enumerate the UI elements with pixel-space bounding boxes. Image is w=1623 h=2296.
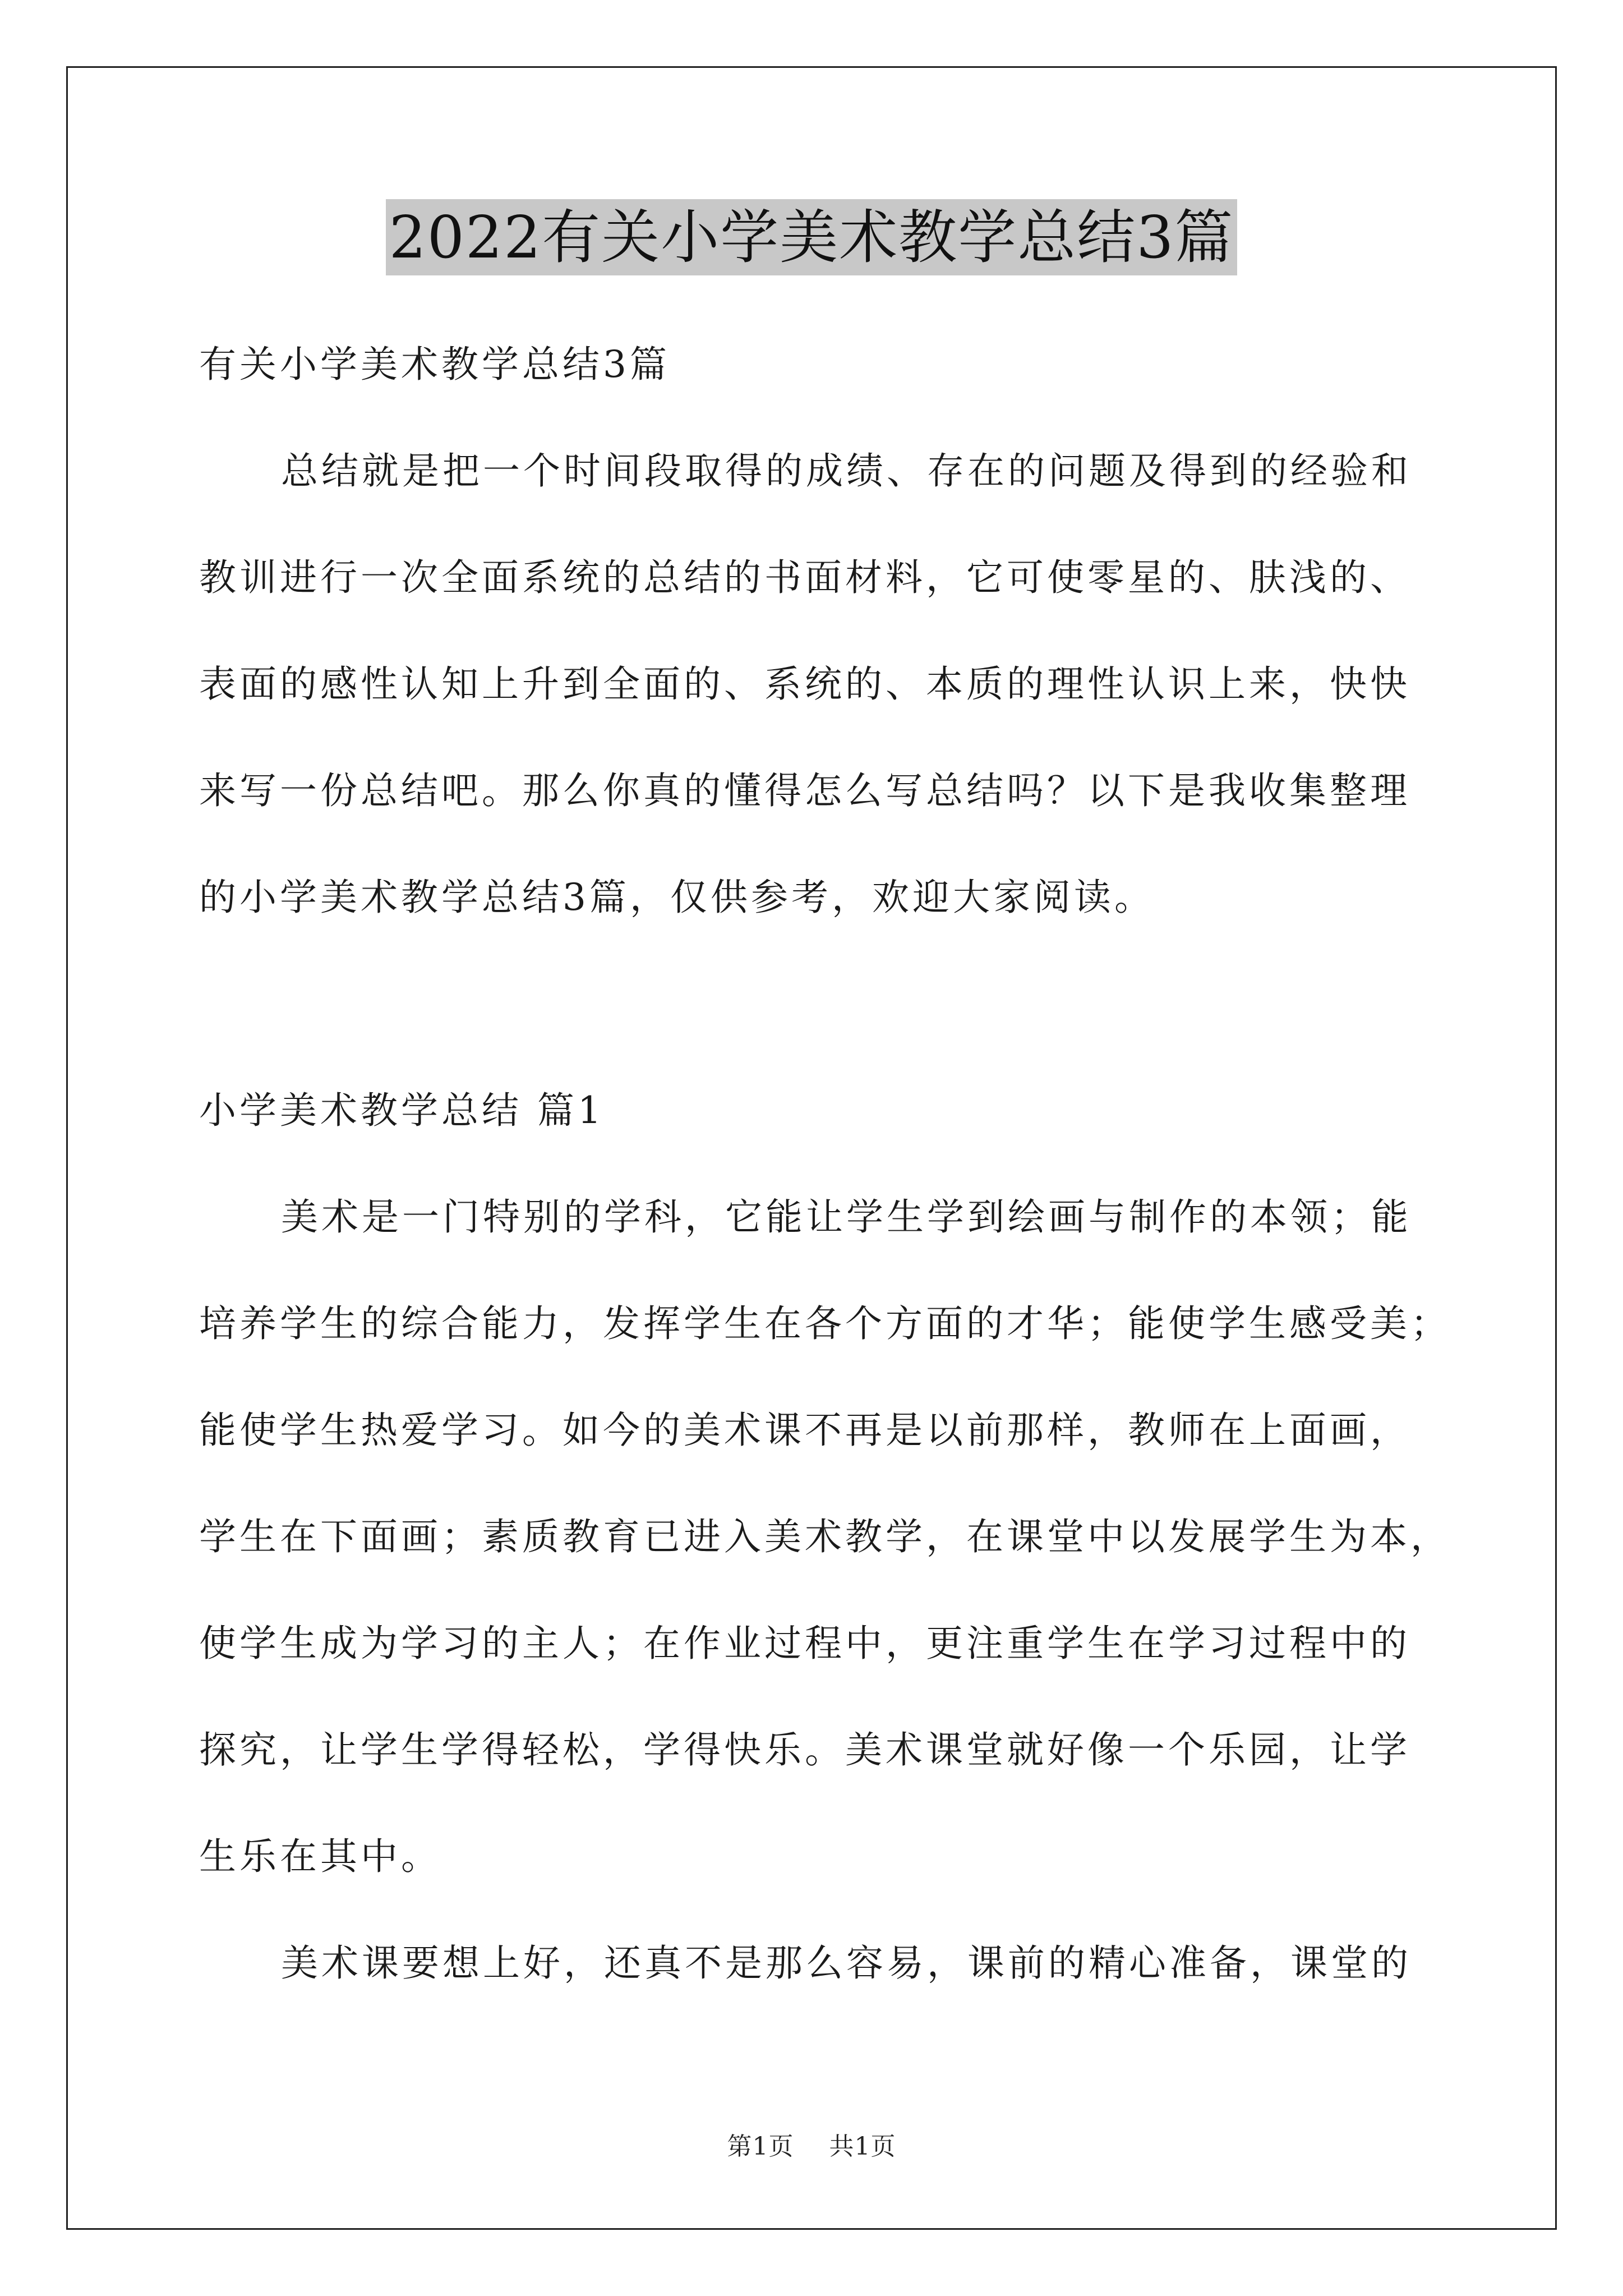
paragraph-line: 使学生成为学习的主人；在作业过程中，更注重学生在学习过程中的 [199, 1622, 1410, 1665]
document-title: 2022有关小学美术教学总结3篇 [386, 199, 1238, 275]
page-number-current: 第1页 [727, 2132, 794, 2161]
intro-paragraph [199, 418, 1433, 951]
intro-line: 的小学美术教学总结3篇，仅供参考，欢迎大家阅读。 [199, 876, 1155, 919]
paragraph-line: 学生在下面画；素质教育已进入美术教学，在课堂中以发展学生为本， [199, 1515, 1451, 1558]
paragraph-line: 美术是一门特别的学科，它能让学生学到绘画与制作的本领；能 [281, 1195, 1412, 1239]
paragraph-line: 培养学生的综合能力，发挥学生在各个方面的才华；能使学生感受美； [199, 1302, 1451, 1345]
paragraph-line: 探究，让学生学得轻松，学得快乐。美术课堂就好像一个乐园，让学 [199, 1728, 1410, 1772]
section-heading: 小学美术教学总结 篇1 [199, 1089, 605, 1132]
paragraph-line: 生乐在其中。 [199, 1835, 441, 1878]
intro-line: 表面的感性认知上升到全面的、系统的、本质的理性认识上来，快快 [199, 662, 1410, 706]
intro-line: 来写一份总结吧。那么你真的懂得怎么写总结吗？以下是我收集整理 [199, 769, 1410, 812]
page-footer [0, 2126, 1623, 2162]
subtitle: 有关小学美术教学总结3篇 [199, 343, 670, 386]
paragraph-2 [199, 1910, 1433, 2017]
intro-line: 总结就是把一个时间段取得的成绩、存在的问题及得到的经验和 [281, 449, 1412, 493]
page-number-total: 共1页 [829, 2132, 896, 2161]
paragraph-line: 能使学生热爱学习。如今的美术课不再是以前那样，教师在上面画， [199, 1409, 1410, 1452]
paragraph-line: 美术课要想上好，还真不是那么容易，课前的精心准备，课堂的 [281, 1941, 1412, 1985]
intro-line: 教训进行一次全面系统的总结的书面材料，它可使零星的、肤浅的、 [199, 556, 1410, 599]
document-body [199, 311, 1451, 2017]
spacer [199, 951, 1433, 1057]
paragraph-1 [199, 1164, 1451, 1910]
title-container [0, 199, 1623, 275]
